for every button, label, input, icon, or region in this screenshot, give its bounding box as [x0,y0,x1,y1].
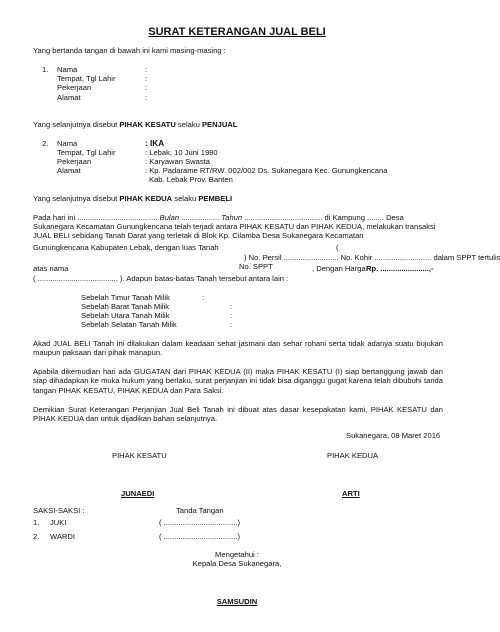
body-month-label: Bulan [159,213,180,222]
border-south-label: Sebelah Selatan Tanah Milik [81,320,177,329]
party2-name-label: Nama [57,139,78,148]
party2-designation-prefix: Yang selanjutnya disebut [33,194,120,203]
party2-role: PEMBELI [198,194,233,203]
party1-birth-label: Tempat, Tgl Lahir [57,74,116,83]
witnesses-sign-header: Tanda Tangan [176,506,224,515]
witness-1-name: JUKI [50,518,67,527]
party1-pihak: PIHAK KESATU [119,120,176,129]
body-price-label: , Dengan Harga [312,264,366,273]
party1-birth-value: : [145,74,148,83]
body-line-4a: Gunungkencana Kabupaten Lebak, dengan luas Tanah [33,243,219,252]
party2-job-label: Pekerjaan [57,157,92,166]
witness-2-signature-line: ( ...................................) [159,532,241,541]
body-sppt-label: No. SPPT [239,262,273,271]
intro-text: Yang bertanda tangan di bawah ini kami masing-masing : [33,46,226,55]
signer-left-title: PIHAK KESATU [112,451,167,460]
party2-birth-label: Tempat, Tgl Lahir [57,148,116,157]
border-north-value: : [230,311,233,320]
witness-1-number: 1. [33,518,40,527]
party1-designation-prefix: Yang selanjutnya disebut [33,120,120,129]
body-line-5: ) No. Persil .......................... No. Kohir ........................... dalam SPPT tertulis [244,253,500,262]
party1-designation-mid: selaku [175,120,202,129]
border-south-value: : [230,320,233,329]
signer-right-name: ARTI [342,489,360,498]
witness-2-number: 2. [33,532,40,541]
approval-line-1: Mengetahui : [215,550,259,559]
witness-2-name: WARDI [50,532,76,541]
party2-address-value-2: Kab. Lebak Prov. Banten [149,175,233,184]
border-west-label: Sebelah Barat Tanah Milik [81,302,170,311]
body-price-value: Rp. .......................,- [366,264,434,273]
party2-address-label: Alamat [57,166,81,175]
border-east-label: Sebelah Timur Tanah Milik [81,293,170,302]
party1-designation [33,120,237,129]
party2-address-value-1: : Kp. Padarame RT/RW. 002/002 Ds. Sukanegara Kec. Gunungkencana [145,166,388,175]
signer-left-name: JUNAEDI [121,489,155,498]
body-line-1-c: .................. [181,213,220,222]
body-line-1-e: ..................................... di Kampung ........ Desa [244,213,404,222]
party1-role: PENJUAL [201,120,238,129]
approval-line-2: Kepala Desa Sukanegara, [192,559,282,568]
party1-name-label: Nama [57,65,78,74]
signer-right-title: PIHAK KEDUA [327,451,379,460]
border-north-label: Sebelah Utara Tanah Milik [81,311,170,320]
witness-1-signature-line: ( ...................................) [159,518,241,527]
party1-address-value: : [145,93,148,102]
party2-designation [33,194,232,203]
party2-number: 2. [42,139,49,148]
party2-designation-mid: selaku [172,194,199,203]
body-year-label: Tahun [221,213,243,222]
party2-name-value: : IKA [145,139,165,148]
document-title: SURAT KETERANGAN JUAL BELI [148,26,326,38]
border-east-value: : [202,293,205,302]
party2-birth-value: : Lebak, 10 Juni 1980 [145,148,218,157]
body-line-1 [33,213,404,222]
party1-job-value: : [145,83,148,92]
body-owner-label: atas nama [33,264,69,273]
party2-job-value: : Karyawan Swasta [145,157,210,166]
paragraph-akad: Akad JUAL BELI Tanah ini dilakukan dalam keadaan sehat jasmani dan sehar rohani serta tidak adanya suatu bujukan maupun paksaan dari pihak manapun. [33,339,443,358]
body-line-7: ( ...................................... ). Adapun batas-batas Tanah tersebut antara lain : [33,274,289,283]
place-date: Sukanegara, 08 Maret 2016 [346,431,441,440]
paragraph-gugatan: Apabila dikemudian hari ada GUGATAN dari PIHAK KEDUA (II) maka PIHAK KESATU (I) siap bertanggung jawab dan siap dihadapkan ke muka hukum yang berlaku, surat perjanjian ini tidak bisa diganggu gugat karena telah dibubuhi tanda tangan PIHAK KESATU, PIHAK KEDUA dan Para Saksi. [33,367,443,395]
body-line-3: JUAL BELI sebidang Tanah Darat yang terletak di Blok Kp. Cilamba Desa Sukanegara Kecamatan [33,231,364,240]
approval-name: SAMSUDIN [216,597,258,606]
body-line-2: Sukanegara Kecamatan Gunungkencana telah terjadi antara PIHAK KESATU dan PIHAK KEDUA, melakukan transaksi [33,222,436,231]
body-line-4b: ( [336,243,339,252]
party1-job-label: Pekerjaan [57,83,92,92]
witnesses-header: SAKSI-SAKSI : [33,506,85,515]
party1-address-label: Alamat [57,93,81,102]
border-west-value: : [230,302,233,311]
party1-number: 1. [42,65,49,74]
party1-name-value: : [145,65,148,74]
body-line-1-a: Pada hari ini ...................................... [33,213,158,222]
paragraph-demikian: Demikian Surat Keterangan Perjanjian Jual Beli Tanah ini dibuat atas dasar kesepakatan kami, PIHAK KESATU dan PIHAK KEDUA dan untuk dijadikan bahan selanjutnya. [33,405,443,424]
party2-pihak: PIHAK KEDUA [119,194,173,203]
